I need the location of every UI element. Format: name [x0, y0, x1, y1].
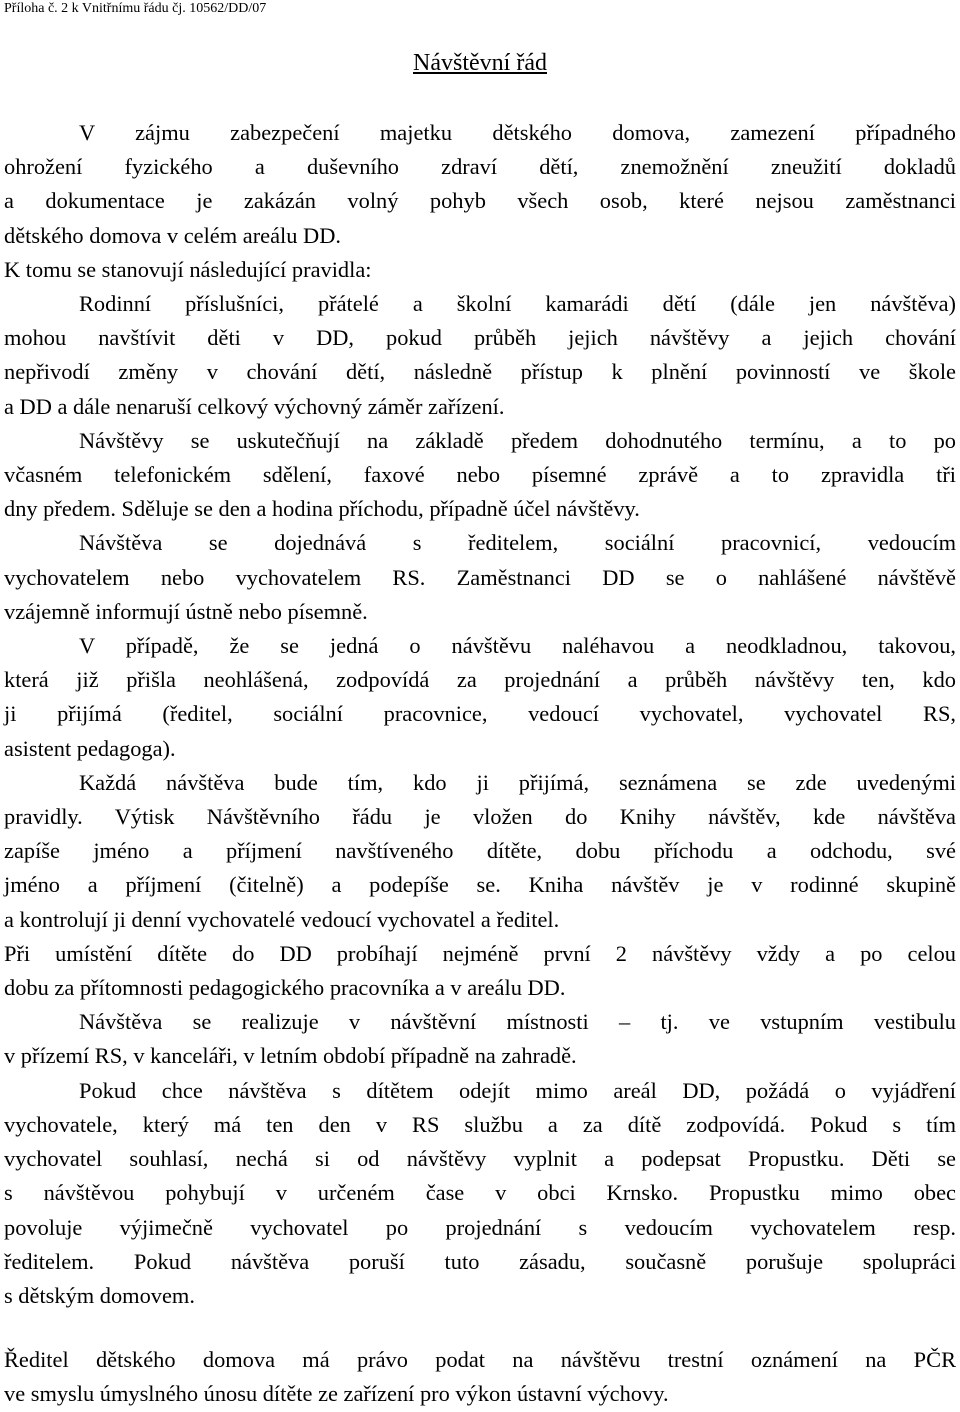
text-line: Rodinní příslušníci, přátelé a školní kamarádi dětí (dále jen návštěva): [79, 291, 956, 317]
text-line: s dětským domovem.: [4, 1282, 195, 1308]
paragraph-gap: [4, 1313, 956, 1343]
text-line: K tomu se stanovují následující pravidla:: [4, 256, 372, 282]
text-line: ohrožení fyzického a duševního zdraví dětí, znemožnění zneužití dokladů: [4, 154, 956, 180]
text-line: povoluje výjimečně vychovatel po projednání s vedoucím vychovatelem resp.: [4, 1214, 956, 1240]
text-line: pravidly. Výtisk Návštěvního řádu je vložen do Knihy návštěv, kde návštěva: [4, 804, 956, 830]
text-line: Každá návštěva bude tím, kdo ji přijímá, seznámena se zde uvedenými: [79, 769, 956, 795]
text-line: včasném telefonickém sdělení, faxové nebo písemné zprávě a to zpravidla tři: [4, 462, 956, 488]
text-line: Pokud chce návštěva s dítětem odejít mimo areál DD, požádá o vyjádření: [79, 1077, 956, 1103]
text-line: Návštěva se realizuje v návštěvní místnosti – tj. ve vstupním vestibulu: [79, 1009, 956, 1035]
text-line: mohou navštívit děti v DD, pokud průběh jejich návštěvy a jejich chování: [4, 325, 956, 351]
text-line: nepřivodí změny v chování dětí, následně přístup k plnění povinností ve škole: [4, 359, 956, 385]
document-title: Návštěvní řád: [413, 50, 547, 76]
text-line: Návštěva se dojednává s ředitelem, sociální pracovnicí, vedoucím: [79, 530, 956, 556]
text-line: V případě, že se jedná o návštěvu naléhavou a neodkladnou, takovou,: [79, 633, 956, 659]
text-line: Při umístění dítěte do DD probíhají nejméně první 2 návštěvy vždy a po celou: [4, 940, 956, 966]
text-line: vychovatelem nebo vychovatelem RS. Zaměstnanci DD se o nahlášené návštěvě: [4, 564, 956, 590]
text-line: V zájmu zabezpečení majetku dětského domova, zamezení případného: [79, 120, 956, 145]
text-line: vychovatele, který má ten den v RS službu a za dítě zodpovídá. Pokud s tím: [4, 1111, 956, 1137]
text-line: dobu za přítomnosti pedagogického pracovníka a v areálu DD.: [4, 975, 566, 1001]
text-line: Návštěvy se uskutečňují na základě předem dohodnutého termínu, a to po: [79, 427, 956, 453]
text-line: ji přijímá (ředitel, sociální pracovnice, vedoucí vychovatel, vychovatel RS,: [4, 701, 956, 727]
text-line: Ředitel dětského domova má právo podat na návštěvu trestní oznámení na PČR: [4, 1347, 956, 1373]
text-line: a dokumentace je zakázán volný pohyb všech osob, které nejsou zaměstnanci: [4, 188, 956, 214]
text-line: dětského domova v celém areálu DD.: [4, 222, 341, 248]
text-line: ředitelem. Pokud návštěva poruší tuto zásadu, současně porušuje spolupráci: [4, 1248, 956, 1274]
main-text-block: [4, 116, 956, 1313]
text-line: která již přišla neohlášená, zodpovídá za projednání a průběh návštěvy ten, kdo: [4, 667, 956, 693]
text-line: a kontrolují ji denní vychovatelé vedoucí vychovatel a ředitel.: [4, 906, 560, 932]
text-line: v přízemí RS, v kanceláři, v letním období případně na zahradě.: [4, 1043, 577, 1069]
text-line: s návštěvou pohybují v určeném čase v obci Krnsko. Propustku mimo obec: [4, 1180, 956, 1206]
text-line: jméno a příjmení (čitelně) a podepíše se. Kniha návštěv je v rodinné skupině: [4, 872, 956, 898]
text-line: vzájemně informují ústně nebo písemně.: [4, 598, 368, 624]
text-line: asistent pedagoga).: [4, 735, 176, 761]
text-line: ve smyslu úmyslného únosu dítěte ze zařízení pro výkon ústavní výchovy.: [4, 1381, 669, 1407]
attachment-note: Příloha č. 2 k Vnitřnímu řádu čj. 10562/DD/07: [4, 1, 267, 16]
document-body: [4, 116, 956, 1412]
text-line: vychovatel souhlasí, nechá si od návštěvy vyplnit a podepsat Propustku. Děti se: [4, 1146, 956, 1172]
text-line: zapíše jméno a příjmení navštíveného dítěte, dobu příchodu a odchodu, své: [4, 838, 956, 864]
text-line: dny předem. Sděluje se den a hodina příchodu, případně účel návštěvy.: [4, 496, 640, 522]
final-paragraph: [4, 1343, 956, 1411]
text-line: a DD a dále nenaruší celkový výchovný záměr zařízení.: [4, 393, 505, 419]
